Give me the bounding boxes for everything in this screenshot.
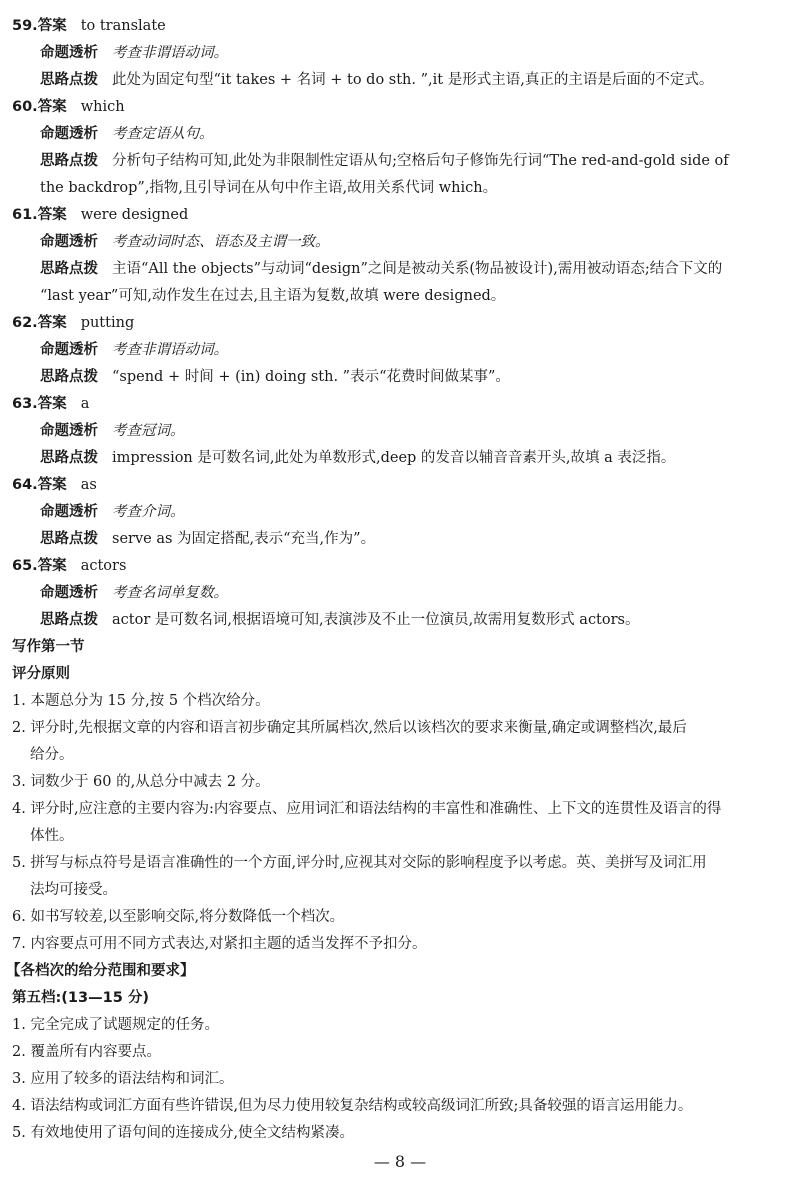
analysis-label: 命题透析 [40,234,98,250]
level5-item: 4. 语法结构或词汇方面有些许错误,但为尽力使用较复杂结构或较高级词汇所致;具备较强的语言运用能力。 [12,1098,693,1114]
analysis-line [40,43,228,63]
principle-item: 7. 内容要点可用不同方式表达,对紧扣主题的适当发挥不予扣分。 [12,936,427,952]
hint-line [40,367,510,387]
question-number: 63. [12,396,38,412]
answer-line [12,556,126,576]
answer-label: 答案 [37,207,67,223]
level5-item: 3. 应用了较多的语法结构和词汇。 [12,1071,234,1087]
level5-item: 5. 有效地使用了语句间的连接成分,使全文结构紧凑。 [12,1125,355,1141]
principle-item: 法均可接受。 [30,882,117,898]
analysis-text: 考查介词。 [112,504,185,520]
answer-value: to translate [80,18,166,34]
answer-label: 答案 [37,18,67,34]
answer-value: as [80,477,97,493]
hint-label: 思路点拨 [40,153,98,169]
analysis-text: 考查定语从句。 [112,126,214,142]
analysis-line [40,583,228,603]
principle-item: 体性。 [30,828,74,844]
hint-text: serve as 为固定搭配,表示“充当,作为”。 [112,531,376,547]
analysis-line [40,421,185,441]
answer-value: actors [80,558,127,574]
principle-item: 1. 本题总分为 15 分,按 5 个档次给分。 [12,693,270,709]
answer-label: 答案 [37,315,67,331]
analysis-text: 考查动词时态、语态及主谓一致。 [112,234,330,250]
answer-value: were designed [80,207,189,223]
analysis-line [40,232,330,252]
hint-text: 此处为固定句型“it takes + 名词 + to do sth. ”,it 是形式主语,真正的主语是后面的不定式。 [112,72,714,88]
answer-line [12,16,166,36]
levels-title: 【各档次的给分范围和要求】 [6,963,195,979]
answer-line [12,475,97,495]
hint-text: impression 是可数名词,此处为单数形式,deep 的发音以辅音音素开头,故填 a 表泛指。 [112,450,676,466]
answer-value: which [80,99,125,115]
section-title: 写作第一节 [12,639,85,655]
hint-line [40,610,640,630]
answer-value: a [80,396,90,412]
question-number: 60. [12,99,38,115]
page-number: — 8 — [373,1152,427,1171]
analysis-text: 考查非谓语动词。 [112,342,228,358]
principle-item: 5. 拼写与标点符号是语言准确性的一个方面,评分时,应视其对交际的影响程度予以考虑。英、美拼写及词汇用 [12,855,707,871]
hint-label: 思路点拨 [40,369,98,385]
principle-item: 2. 评分时,先根据文章的内容和语言初步确定其所属档次,然后以该档次的要求来衡量,确定或调整档次,最后 [12,720,687,736]
level5-item: 1. 完全完成了试题规定的任务。 [12,1017,219,1033]
hint-text: “spend + 时间 + (in) doing sth. ”表示“花费时间做某事”。 [112,369,510,385]
analysis-label: 命题透析 [40,342,98,358]
analysis-text: 考查非谓语动词。 [112,45,228,61]
analysis-label: 命题透析 [40,126,98,142]
level5-item: 2. 覆盖所有内容要点。 [12,1044,161,1060]
principle-item: 4. 评分时,应注意的主要内容为:内容要点、应用词汇和语法结构的丰富性和准确性、上下文的连贯性及语言的得 [12,801,722,817]
hint-line [40,70,713,90]
answer-line [12,205,188,225]
hint-line [40,448,675,468]
answer-label: 答案 [37,396,67,412]
analysis-text: 考查名词单复数。 [112,585,228,601]
hint-text-continued: the backdrop”,指物,且引导词在从句中作主语,故用关系代词 which。 [40,180,498,196]
answer-label: 答案 [37,558,67,574]
hint-label: 思路点拨 [40,612,98,628]
analysis-line [40,502,185,522]
hint-label: 思路点拨 [40,450,98,466]
hint-text: actor 是可数名词,根据语境可知,表演涉及不止一位演员,故需用复数形式 actors。 [112,612,640,628]
analysis-line [40,340,228,360]
principle-item: 给分。 [30,747,74,763]
level5-title: 第五档:(13—15 分) [12,990,149,1006]
question-number: 62. [12,315,38,331]
question-number: 59. [12,18,38,34]
hint-text: 分析句子结构可知,此处为非限制性定语从句;空格后句子修饰先行词“The red-and-gold side of [112,153,729,169]
hint-text: 主语“All the objects”与动词“design”之间是被动关系(物品被设计),需用被动语态;结合下文的 [112,261,723,277]
hint-label: 思路点拨 [40,531,98,547]
hint-line [40,151,729,171]
analysis-label: 命题透析 [40,504,98,520]
analysis-text: 考查冠词。 [112,423,185,439]
answer-line [12,313,134,333]
analysis-label: 命题透析 [40,45,98,61]
answer-label: 答案 [37,477,67,493]
hint-text-continued: “last year”可知,动作发生在过去,且主语为复数,故填 were designed。 [40,288,506,304]
answer-label: 答案 [37,99,67,115]
principles-title: 评分原则 [12,666,70,682]
analysis-label: 命题透析 [40,585,98,601]
question-number: 64. [12,477,38,493]
analysis-line [40,124,214,144]
principle-item: 6. 如书写较差,以至影响交际,将分数降低一个档次。 [12,909,345,925]
hint-label: 思路点拨 [40,72,98,88]
answer-line [12,97,125,117]
hint-line [40,529,375,549]
analysis-label: 命题透析 [40,423,98,439]
question-number: 61. [12,207,38,223]
hint-line [40,259,722,279]
hint-label: 思路点拨 [40,261,98,277]
question-number: 65. [12,558,38,574]
answer-line [12,394,89,414]
answer-value: putting [80,315,135,331]
principle-item: 3. 词数少于 60 的,从总分中减去 2 分。 [12,774,270,790]
